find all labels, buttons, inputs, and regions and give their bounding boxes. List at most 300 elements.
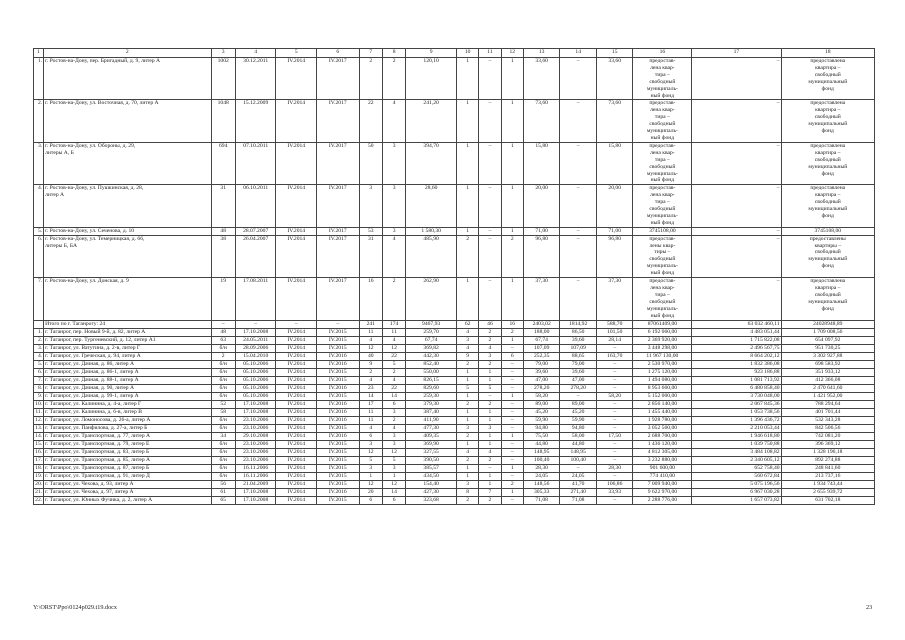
- table-row: [34, 100, 875, 142]
- table-cell: 3: [382, 227, 405, 235]
- table-cell: 88,65: [560, 352, 597, 360]
- table-cell: 23: [359, 384, 382, 392]
- table-cell: предостав- лена квар- тира – свободный муниципаль- ный фонд: [633, 142, 692, 184]
- table-cell: –: [501, 440, 523, 448]
- table-cell: –: [692, 58, 781, 100]
- table-cell: 1814,92: [560, 320, 597, 328]
- table-cell: –: [596, 368, 633, 376]
- table-cell: 3: [382, 440, 405, 448]
- table-cell: 15,80: [596, 142, 633, 184]
- table-cell: IV.2015: [317, 496, 360, 504]
- table-cell: 1: [456, 408, 478, 416]
- table-cell: г. Таганрог, ул. Юнных Фучика, д. 2, литер А: [44, 496, 211, 504]
- table-cell: 9: [456, 352, 478, 360]
- table-cell: –: [596, 456, 633, 464]
- table-cell: 11: [382, 328, 405, 336]
- table-cell: 3 484 108,82: [692, 448, 781, 456]
- table-cell: 2: [456, 360, 478, 368]
- table-cell: 3: [359, 185, 382, 227]
- table-cell: 1048: [211, 100, 235, 142]
- table-cell: 4: [382, 424, 405, 432]
- table-cell: 14: [359, 392, 382, 400]
- table-cell: г. Таганрог, ул. Транспортная, д. 87, литер Б: [44, 464, 211, 472]
- table-cell: –: [501, 496, 523, 504]
- table-cell: б/н: [211, 384, 235, 392]
- table-cell: IV.2014: [276, 400, 317, 408]
- header-cell: 11: [479, 49, 501, 58]
- table-cell: 96,80: [523, 235, 560, 277]
- table-cell: 174: [382, 320, 405, 328]
- table-row: [34, 344, 875, 352]
- table-cell: 47,00: [523, 376, 560, 384]
- table-cell: –: [501, 360, 523, 368]
- table-cell: 39,60: [523, 368, 560, 376]
- table-cell: –: [560, 142, 597, 184]
- table-cell: 485,90: [406, 235, 457, 277]
- table-cell: 1: [456, 58, 478, 100]
- table-cell: 4: [382, 376, 405, 384]
- table-cell: г. Таганрог, ул. Дачная, д. 86, литер А: [44, 360, 211, 368]
- table-row: [34, 440, 875, 448]
- table-cell: 1: [479, 432, 501, 440]
- table-row: [34, 384, 875, 392]
- table-cell: 412 366,08: [781, 376, 874, 384]
- table-cell: 05.10.2006: [235, 376, 276, 384]
- table-cell: IV.2014: [276, 227, 317, 235]
- table-cell: 2 288 776,00: [633, 496, 692, 504]
- table-cell: 26.04.2007: [235, 235, 276, 277]
- table-cell: 3 232 880,00: [633, 456, 692, 464]
- table-row: [34, 472, 875, 480]
- table-cell: 2 340 605,12: [692, 456, 781, 464]
- table-cell: 5.: [34, 360, 44, 368]
- table-row: [34, 432, 875, 440]
- table-cell: –: [276, 320, 317, 328]
- table-cell: 3 302 927,88: [781, 352, 874, 360]
- table-cell: IV.2014: [276, 58, 317, 100]
- table-cell: 22.: [35, 496, 43, 503]
- table-cell: 56: [211, 480, 235, 488]
- header-cell: 4: [235, 49, 276, 58]
- table-cell: 788 294,64: [781, 400, 874, 408]
- table-cell: 23.10.2006: [235, 448, 276, 456]
- table-cell: г. Таганрог, ул. Транспортная, д. 79, литер Е: [44, 440, 211, 448]
- table-cell: г. Таганрог, ул. Дачная, д. 99-1, литер А: [44, 392, 211, 400]
- table-cell: 1: [456, 472, 478, 480]
- table-cell: г. Таганрог, ул. Ломоносова, д. 26-а, литер А: [44, 416, 211, 424]
- table-cell: IV.2015: [317, 328, 360, 336]
- header-cell: 6: [317, 49, 360, 58]
- table-cell: 4: [479, 448, 501, 456]
- table-cell: 385,57: [406, 464, 457, 472]
- table-cell: 33,93: [596, 488, 633, 496]
- table-cell: 148,56: [523, 480, 560, 488]
- table-cell: –: [596, 400, 633, 408]
- table-cell: 79,00: [560, 360, 597, 368]
- table-cell: 1: [479, 408, 501, 416]
- table-cell: 24.05.2011: [235, 336, 276, 344]
- table-cell: 213 737,16: [781, 472, 874, 480]
- table-cell: 28,60: [406, 185, 457, 227]
- table-cell: 47,00: [560, 376, 597, 384]
- table-cell: 05.10.2006: [235, 384, 276, 392]
- table-cell: 2403,02: [523, 320, 560, 328]
- table-cell: 2: [211, 352, 235, 360]
- table-cell: 1: [501, 58, 523, 100]
- table-cell: 16: [501, 320, 523, 328]
- table-cell: 16.11.2006: [235, 472, 276, 480]
- table-cell: 278,20: [560, 384, 597, 392]
- table-cell: IV.2014: [276, 440, 317, 448]
- table-cell: 87061409,00: [633, 320, 692, 328]
- table-cell: IV.2014: [276, 368, 317, 376]
- header-row: [34, 49, 875, 58]
- table-cell: 3 730 048,00: [692, 392, 781, 400]
- table-cell: б/н: [211, 440, 235, 448]
- table-cell: 2: [501, 328, 523, 336]
- table-cell: IV.2014: [276, 424, 317, 432]
- table-cell: –: [560, 100, 597, 142]
- table-cell: предостав- лена квар- тира – свободный муниципаль- ный фонд: [633, 58, 692, 100]
- table-cell: –: [560, 278, 597, 320]
- table-cell: IV.2017: [317, 100, 360, 142]
- table-cell: –: [501, 424, 523, 432]
- table-cell: 31: [211, 185, 235, 227]
- table-cell: 1: [456, 227, 478, 235]
- table-cell: б/н: [211, 416, 235, 424]
- table-cell: 45,20: [560, 408, 597, 416]
- table-cell: 2: [456, 496, 478, 504]
- table-cell: 1 053 738,56: [692, 408, 781, 416]
- table-cell: 1: [501, 142, 523, 184]
- table-cell: 2 210 053,44: [692, 424, 781, 432]
- table-cell: 411,90: [406, 416, 457, 424]
- table-cell: 8: [456, 488, 478, 496]
- table-cell: 1002: [211, 58, 235, 100]
- table-cell: 120,10: [406, 58, 457, 100]
- table-cell: 2: [479, 336, 501, 344]
- table-cell: 4: [359, 376, 382, 384]
- table-cell: 1: [501, 100, 523, 142]
- header-cell: 7: [359, 49, 382, 58]
- table-cell: 14: [382, 488, 405, 496]
- table-cell: 774 410,00: [633, 472, 692, 480]
- table-cell: 11 967 130,00: [633, 352, 692, 360]
- table-cell: 4: [359, 336, 382, 344]
- table-cell: IV.2017: [317, 185, 360, 227]
- table-cell: 19: [211, 278, 235, 320]
- table-cell: 29.10.2008: [235, 432, 276, 440]
- table-cell: предостав- лены квар- тиры – свободный муниципаль- ный фонд: [633, 235, 692, 277]
- table-cell: –: [596, 424, 633, 432]
- page-number: 23: [866, 604, 873, 611]
- table-cell: 262,90: [406, 278, 457, 320]
- table-cell: 2: [479, 360, 501, 368]
- total-row: [34, 320, 875, 328]
- table-row: [34, 424, 875, 432]
- table-cell: 1.: [34, 58, 44, 100]
- table-cell: 41,70: [560, 480, 597, 488]
- table-cell: IV.2015: [317, 464, 360, 472]
- table-row: [34, 278, 875, 320]
- table-cell: г. Ростов-на-Дону, ул. Пушкинская, д. 28, литер А: [44, 185, 211, 227]
- table-cell: 829,60: [406, 384, 457, 392]
- table-cell: 3 052 560,00: [633, 424, 692, 432]
- header-cell: 13: [523, 49, 560, 58]
- table-cell: IV.2014: [276, 185, 317, 227]
- table-cell: 17.10.2008: [235, 496, 276, 504]
- table-cell: 3: [359, 464, 382, 472]
- table-cell: IV.2014: [276, 384, 317, 392]
- table-cell: 1 275 120,00: [633, 368, 692, 376]
- table-cell: г. Ростов-на-Дону, ул. Темерницкая, д. 66, литеры Б, БА: [44, 235, 211, 277]
- table-cell: 59,90: [523, 416, 560, 424]
- table-cell: 23.10.2006: [235, 456, 276, 464]
- table-cell: предостав- лена квар- тира – свободный муниципаль- ный фонд: [633, 185, 692, 227]
- table-cell: г. Ростов-на-Дону, ул. Восточная, д. 70, литер А: [44, 100, 211, 142]
- table-cell: 1: [456, 278, 478, 320]
- table-row: [34, 408, 875, 416]
- table-cell: 5: [382, 360, 405, 368]
- table-cell: 241,20: [406, 100, 457, 142]
- header-cell: 2: [44, 49, 211, 58]
- footer-file-path: Y:\ORST\Ppo\0124p029.t19.docx: [33, 604, 117, 611]
- table-cell: 23.10.2006: [235, 416, 276, 424]
- table-cell: 892 274,88: [781, 456, 874, 464]
- table-row: [34, 336, 875, 344]
- table-cell: –: [560, 464, 597, 472]
- table-cell: 901 600,00: [633, 464, 692, 472]
- table-cell: IV.2015: [317, 344, 360, 352]
- table-cell: 2 470 641,60: [781, 384, 874, 392]
- table-cell: –: [479, 464, 501, 472]
- table-cell: 1 081 713,92: [692, 376, 781, 384]
- table-cell: г. Таганрог, ул. Транспортная, д. 91, литер Д: [44, 472, 211, 480]
- table-cell: 1: [456, 142, 478, 184]
- table-row: [34, 376, 875, 384]
- table-cell: –: [692, 100, 781, 142]
- table-cell: 15.: [35, 440, 43, 447]
- table-cell: 12.: [35, 416, 43, 423]
- table-cell: IV.2014: [276, 408, 317, 416]
- table-cell: 34: [211, 432, 235, 440]
- table-cell: 5.: [34, 227, 44, 235]
- table-cell: IV.2014: [276, 336, 317, 344]
- table-cell: IV.2014: [276, 235, 317, 277]
- table-row: [34, 448, 875, 456]
- table-cell: б/н: [211, 376, 235, 384]
- table-cell: 2: [382, 278, 405, 320]
- table-cell: IV.2015: [317, 424, 360, 432]
- table-cell: 248 841,60: [781, 464, 874, 472]
- table-cell: 21.04.2009: [235, 480, 276, 488]
- table-cell: 9.: [34, 392, 44, 400]
- table-cell: г. Таганрог, ул. Чехова, д. 97, литер А: [44, 488, 211, 496]
- table-cell: 6 967 030,28: [692, 488, 781, 496]
- table-cell: 154,40: [406, 480, 457, 488]
- table-cell: –: [501, 416, 523, 424]
- table-cell: 588,70: [596, 320, 633, 328]
- table-cell: г. Таганрог, пер. Новый 9-й, д. 82, литер А: [44, 328, 211, 336]
- table-cell: 2: [359, 368, 382, 376]
- table-cell: г. Таганрог, ул. Ватутина, д. 2-в, литер Г: [44, 344, 211, 352]
- table-cell: 71,00: [523, 227, 560, 235]
- table-cell: 89,00: [560, 400, 597, 408]
- table-cell: 24028948,89: [781, 320, 874, 328]
- table-row: [34, 185, 875, 227]
- table-cell: б/н: [211, 424, 235, 432]
- table-row: [34, 227, 875, 235]
- table-cell: предоставлена квартира – свободный муниципальный фонд: [781, 100, 874, 142]
- table-cell: 1: [456, 392, 478, 400]
- table-cell: 5 075 196,56: [692, 480, 781, 488]
- table-cell: IV.2017: [317, 235, 360, 277]
- table-cell: 259,70: [406, 328, 457, 336]
- table-cell: –: [560, 227, 597, 235]
- table-cell: –: [692, 278, 781, 320]
- table-cell: 259,30: [406, 392, 457, 400]
- table-cell: IV.2017: [317, 58, 360, 100]
- table-cell: –: [560, 392, 597, 400]
- table-cell: 1: [501, 185, 523, 227]
- table-cell: 6 192 060,00: [633, 328, 692, 336]
- table-cell: 20,00: [523, 185, 560, 227]
- table-cell: 4: [456, 328, 478, 336]
- table-cell: 369,90: [406, 440, 457, 448]
- table-cell: 2: [479, 328, 501, 336]
- table-cell: 1: [479, 416, 501, 424]
- table-cell: 6: [359, 496, 382, 504]
- table-cell: 442,30: [406, 352, 457, 360]
- table-cell: 1: [359, 472, 382, 480]
- table-cell: 2: [479, 400, 501, 408]
- table-cell: 16.11.2006: [235, 464, 276, 472]
- table-cell: 6: [382, 496, 405, 504]
- table-cell: 6: [382, 400, 405, 408]
- table-cell: 17: [359, 400, 382, 408]
- table-cell: –: [501, 384, 523, 392]
- table-cell: 9: [359, 360, 382, 368]
- table-cell: –: [692, 227, 781, 235]
- table-cell: 1: [501, 227, 523, 235]
- table-cell: –: [692, 142, 781, 184]
- table-cell: 2: [501, 235, 523, 277]
- table-row: [34, 360, 875, 368]
- table-cell: б/н: [211, 472, 235, 480]
- table-cell: предоставлена квартира – свободный муниципальный фонд: [781, 185, 874, 227]
- table-cell: –: [235, 320, 276, 328]
- table-cell: 4 483 051,44: [692, 328, 781, 336]
- table-cell: 163,70: [596, 352, 633, 360]
- table-cell: –: [501, 368, 523, 376]
- table-cell: 3 448 298,00: [633, 344, 692, 352]
- table-cell: 2 496 567,75: [692, 344, 781, 352]
- table-row: [34, 400, 875, 408]
- table-row: [34, 368, 875, 376]
- table-cell: 654 097,92: [781, 336, 874, 344]
- table-cell: 12: [359, 344, 382, 352]
- table-cell: IV.2017: [317, 278, 360, 320]
- table-cell: предоставлены квартиры – свободный муниципальный фонд: [781, 235, 874, 277]
- table-row: [34, 488, 875, 496]
- table-cell: 1: [501, 464, 523, 472]
- table-cell: 28,14: [596, 336, 633, 344]
- table-cell: 3: [479, 352, 501, 360]
- table-cell: –: [596, 360, 633, 368]
- table-cell: 5: [359, 456, 382, 464]
- table-cell: IV.2014: [276, 352, 317, 360]
- table-cell: 63 032 460,11: [692, 320, 781, 328]
- table-cell: IV.2016: [317, 384, 360, 392]
- table-cell: 1: [456, 100, 478, 142]
- table-row: [34, 392, 875, 400]
- table-cell: 23.10.2006: [235, 424, 276, 432]
- table-cell: 31: [359, 235, 382, 277]
- table-cell: 1 657 073,82: [692, 496, 781, 504]
- table-cell: 65: [211, 496, 235, 504]
- table-cell: 1: [501, 336, 523, 344]
- header-cell: 9: [406, 49, 457, 58]
- table-cell: IV.2017: [317, 142, 360, 184]
- table-cell: 37,30: [523, 278, 560, 320]
- table-cell: 4.: [34, 352, 44, 360]
- table-cell: 16: [359, 278, 382, 320]
- table-cell: 101,50: [596, 328, 633, 336]
- table-cell: 852,40: [406, 360, 457, 368]
- table-cell: –: [479, 100, 501, 142]
- table-cell: г. Ростов-на-Дону, ул. Сеченова, д. 10: [44, 227, 211, 235]
- table-cell: 100,40: [560, 456, 597, 464]
- header-cell: 16: [633, 49, 692, 58]
- table-cell: 100,40: [523, 456, 560, 464]
- table-cell: 6: [501, 352, 523, 360]
- table-cell: 3: [382, 408, 405, 416]
- table-cell: 3: [479, 424, 501, 432]
- header-cell: 3: [211, 49, 235, 58]
- table-cell: 1: [456, 185, 478, 227]
- table-cell: б/н: [211, 448, 235, 456]
- table-cell: 3: [382, 142, 405, 184]
- table-cell: 1: [479, 480, 501, 488]
- table-cell: 3.: [34, 344, 44, 352]
- table-cell: 20: [359, 488, 382, 496]
- table-cell: –: [596, 344, 633, 352]
- table-cell: 1: [501, 278, 523, 320]
- table-cell: 323,68: [406, 496, 457, 504]
- table-cell: 3745108,00: [633, 227, 692, 235]
- table-cell: предостав- лена квар- тира – свободный муниципаль- ный фонд: [633, 100, 692, 142]
- table-cell: –: [560, 185, 597, 227]
- table-cell: б/н: [211, 360, 235, 368]
- table-cell: IV.2015: [317, 392, 360, 400]
- table-cell: 2: [479, 496, 501, 504]
- table-cell: б/н: [211, 464, 235, 472]
- table-cell: б/н: [211, 456, 235, 464]
- table-cell: г. Ростов-на-Дону, ул. Обороны, д. 29, литеры А, Б: [44, 142, 211, 184]
- table-cell: 4.: [34, 185, 44, 227]
- table-cell: 6 480 858,40: [692, 384, 781, 392]
- table-cell: 58,00: [560, 432, 597, 440]
- table-cell: IV.2015: [317, 336, 360, 344]
- table-cell: 2.: [34, 100, 44, 142]
- table-cell: –: [501, 408, 523, 416]
- table-row: [34, 456, 875, 464]
- table-cell: IV.2017: [317, 227, 360, 235]
- table-cell: 401 701,44: [781, 408, 874, 416]
- table-cell: 842 506,56: [781, 424, 874, 432]
- table-cell: 75,50: [523, 432, 560, 440]
- table-cell: 22: [359, 100, 382, 142]
